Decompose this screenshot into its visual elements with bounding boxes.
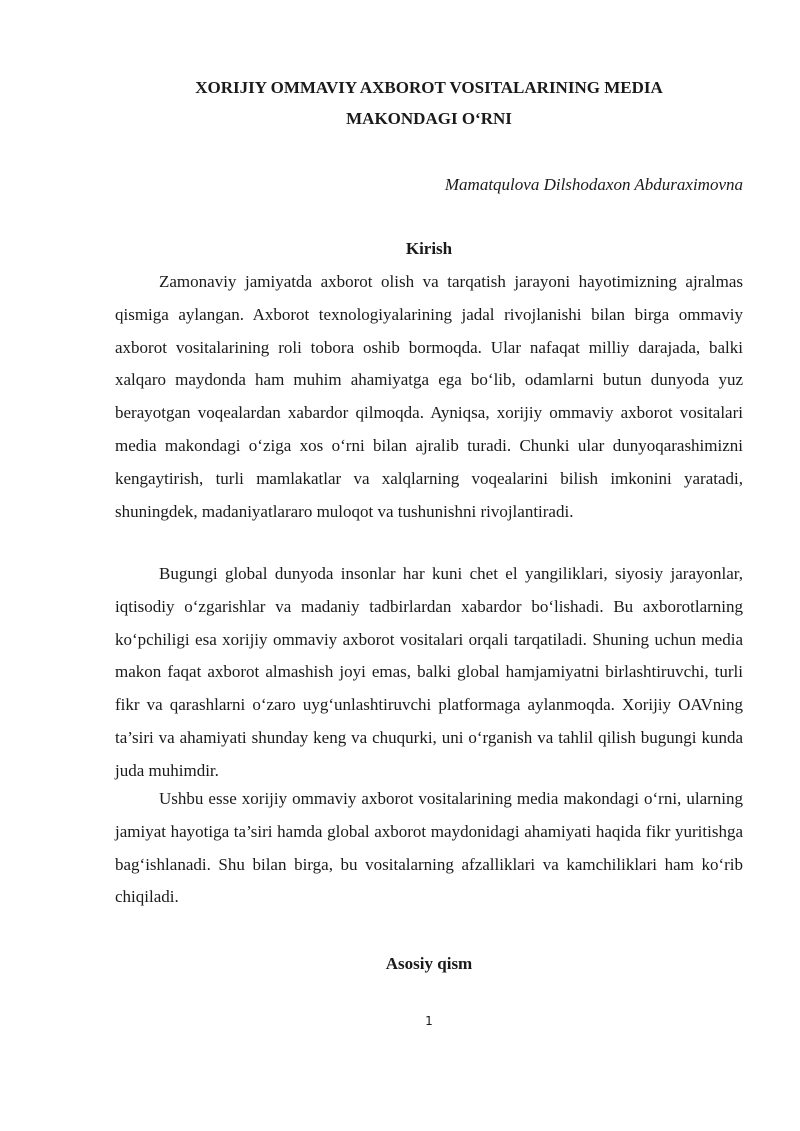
paragraph-2: Bugungi global dunyoda insonlar har kuni chet el yangiliklari, siyosiy jarayonlar, iqtisodiy o‘zgarishlar va madaniy tadbirlardan xabardor bo‘lishadi. Bu axborotlarning ko‘pchiligi esa xorijiy ommaviy axborot vositalari orqali tarqatiladi. Shuning uchun media makon faqat axborot almashish joyi emas, balki global hamjamiyatni birlashtiruvchi, turli fikr va qarashlarni o‘zaro uyg‘unlashtiruvchi platformaga aylanmoqda. Xorijiy OAVning ta’siri va ahamiyati shunday keng va chuqurki, uni o‘rganish va tahlil qilish bugungi kunda juda muhimdir. xyxy=(115,564,743,780)
paragraph-3: Ushbu esse xorijiy ommaviy axborot vositalarining media makondagi o‘rni, ularning jamiyat hayotiga ta’siri hamda global axborot maydonidagi ahamiyati haqida fikr yuritishga bag‘ishlanadi. Shu bilan birga, bu vositalarning afzalliklari va kamchiliklari ham ko‘rib chiqiladi. xyxy=(115,789,743,907)
document-title-line-2: MAKONDAGI O‘RNI xyxy=(346,109,512,128)
author-name: Mamatqulova Dilshodaxon Abduraximovna xyxy=(444,175,743,194)
document-title-line-1: XORIJIY OMMAVIY AXBOROT VOSITALARINING MEDIA xyxy=(195,78,663,97)
page-number: 1 xyxy=(425,1014,433,1028)
paragraph-1: Zamonaviy jamiyatda axborot olish va tarqatish jarayoni hayotimizning ajralmas qismiga aylangan. Axborot texnologiyalarining jadal rivojlanishi bilan birga ommaviy axborot vositalarining roli tobora oshib bormoqda. Ular nafaqat milliy darajada, balki xalqaro maydonda ham muhim ahamiyatga ega bo‘lib, odamlarni butun dunyoda yuz berayotgan voqealardan xabardor qilmoqda. Ayniqsa, xorijiy ommaviy axborot vositalari media makondagi o‘ziga xos o‘rni bilan ajralib turadi. Chunki ular dunyoqarashimizni kengaytirish, turli mamlakatlar va xalqlarning voqealarini bilish imkonini yaratadi, shuningdek, madaniyatlararo muloqot va tushunishni rivojlantiradi. xyxy=(115,272,743,521)
section-heading-main: Asosiy qism xyxy=(385,954,473,973)
section-heading-intro: Kirish xyxy=(405,239,453,258)
